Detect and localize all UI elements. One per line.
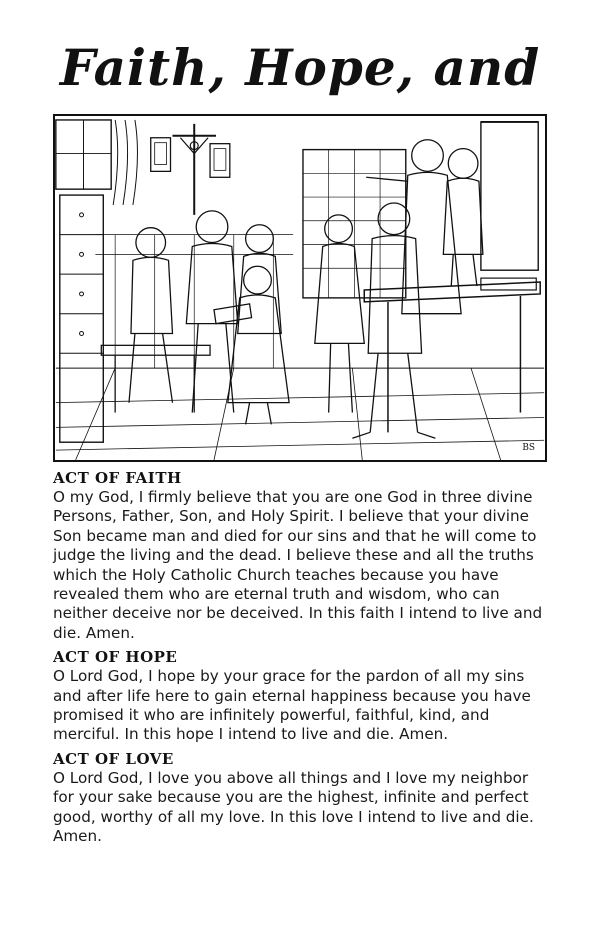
prayer-heading: ACT OF LOVE xyxy=(53,749,174,768)
prayer-text: O Lord God, I love you above all things and I love my neighbor for your sake because you are the highest, infinite and perfect good, worthy of all my love. In this love I intend to live and die. Amen. xyxy=(53,768,534,846)
illustration-initials: BS xyxy=(522,443,536,454)
prayer-heading: ACT OF FAITH xyxy=(53,469,182,487)
act-of-faith xyxy=(53,468,553,643)
prayer-text: O my God, I firmly believe that you are one God in three divine Persons, Father, Son, and Holy Spirit. I believe that your divine Son became man and died for our sins and that he will come to judge the living and the dead. I believe these and all the truths which the Holy Catholic Church teaches because you have revealed them who are eternal truth and wisdom, who can neither deceive nor be deceived. In this faith I intend to live and die. Amen. xyxy=(53,488,543,642)
page-title: Faith, Hope, and xyxy=(59,38,541,97)
prayers-section xyxy=(53,468,553,851)
prayer-heading: ACT OF HOPE xyxy=(53,648,178,667)
act-of-love xyxy=(53,749,553,847)
prayer-text: O Lord God, I hope by your grace for the pardon of all my sins and after life here to gain eternal happiness because you have promised it who are infinitely powerful, faithful, kind, and merciful. In this hope I intend to live and die. Amen. xyxy=(53,667,531,744)
classroom-engraving-illustration xyxy=(53,114,547,462)
act-of-hope xyxy=(53,647,553,745)
